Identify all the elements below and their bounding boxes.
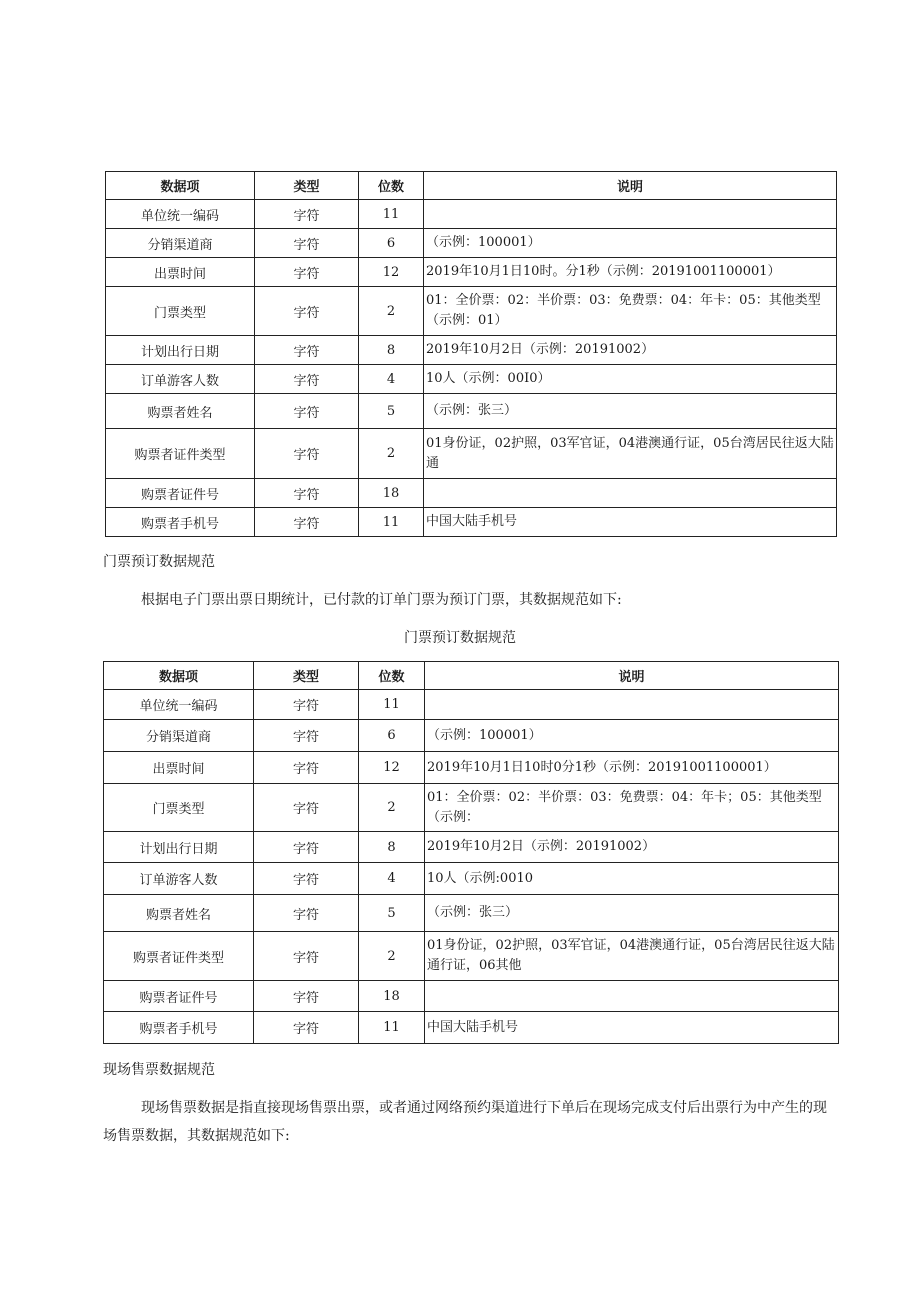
ticket-booking-spec-table: [103, 661, 839, 1044]
section-title: 现场售票数据规范: [103, 1062, 215, 1078]
table-row: [106, 258, 837, 287]
column-header: 位数: [359, 172, 424, 200]
cell-desc: 10人（示例:0010: [425, 863, 839, 895]
cell-type: 字符: [254, 981, 359, 1012]
cell-digits: 5: [359, 394, 424, 429]
table-row: [106, 394, 837, 429]
cell-desc: 10人（示例：00I0）: [424, 365, 837, 394]
cell-desc: [425, 981, 839, 1012]
table-row: [106, 429, 837, 479]
cell-item: 出票时间: [106, 258, 255, 287]
cell-item: 购票者证件号: [104, 981, 254, 1012]
table-header-row: [104, 662, 839, 690]
cell-digits: 12: [359, 258, 424, 287]
table-row: [106, 365, 837, 394]
cell-type: 字符: [255, 365, 359, 394]
cell-type: 字符: [254, 720, 359, 752]
cell-digits: 2: [359, 932, 425, 981]
cell-desc: 中国大陆手机号: [424, 508, 837, 537]
column-header: 类型: [255, 172, 359, 200]
cell-item: 购票者手机号: [106, 508, 255, 537]
column-header: 类型: [254, 662, 359, 690]
cell-type: 字符: [255, 287, 359, 336]
cell-item: 出票时间: [104, 752, 254, 784]
column-header: 数据项: [106, 172, 255, 200]
cell-desc: 01身份证，02护照，03军官证，04港澳通行证，05台湾居民往返大陆通行证，06其他: [425, 932, 839, 981]
cell-digits: 8: [359, 832, 425, 863]
cell-type: 字符: [254, 863, 359, 895]
table-row: [104, 932, 839, 981]
cell-desc: 01：全价票：02：半价票：03：免费票：04：年卡；05：其他类型（示例：: [425, 784, 839, 832]
cell-desc: （示例：张三）: [424, 394, 837, 429]
ticket-issue-spec-table: [105, 171, 837, 537]
cell-desc: [424, 429, 837, 479]
cell-type: 字符: [254, 932, 359, 981]
cell-digits: 18: [359, 981, 425, 1012]
table-row: [106, 200, 837, 229]
cell-digits: 6: [359, 720, 425, 752]
column-header: 说明: [425, 662, 839, 690]
cell-digits: 18: [359, 479, 424, 508]
cell-desc: 01：全价票：02：半价票：03：免费票：04：年卡：05：其他类型（示例：01）: [424, 287, 837, 336]
section-title: 门票预订数据规范: [103, 554, 215, 570]
cell-digits: 11: [359, 1012, 425, 1044]
table-row: [104, 690, 839, 720]
cell-item: 单位统一编码: [104, 690, 254, 720]
cell-item: 分销渠道商: [104, 720, 254, 752]
cell-item: 分销渠道商: [106, 229, 255, 258]
cell-type: 字符: [254, 832, 359, 863]
cell-type: 字符: [254, 895, 359, 932]
table-row: [104, 895, 839, 932]
cell-digits: 8: [359, 336, 424, 365]
cell-type: 字符: [254, 690, 359, 720]
cell-desc: [425, 690, 839, 720]
cell-item: 单位统一编码: [106, 200, 255, 229]
column-header: 位数: [359, 662, 425, 690]
table-caption: 门票预订数据规范: [404, 630, 516, 646]
table-row: [104, 720, 839, 752]
cell-digits: 2: [359, 784, 425, 832]
section-paragraph: 根据电子门票出票日期统计，已付款的订单门票为预订门票，其数据规范如下:: [141, 592, 622, 608]
table-row: [104, 1012, 839, 1044]
cell-desc: （示例：100001）: [424, 229, 837, 258]
cell-desc: （示例：张三）: [425, 895, 839, 932]
cell-type: 字符: [255, 394, 359, 429]
cell-type: 字符: [254, 752, 359, 784]
cell-item: 计划出行日期: [106, 336, 255, 365]
cell-item: 购票者姓名: [106, 394, 255, 429]
cell-item: 订单游客人数: [104, 863, 254, 895]
cell-type: 字符: [255, 229, 359, 258]
table-row: [104, 784, 839, 832]
cell-desc: 2019年10月1日10时0分1秒（示例：20191001100001）: [425, 752, 839, 784]
cell-digits: 4: [359, 863, 425, 895]
cell-digits: 2: [359, 287, 424, 336]
cell-digits: 11: [359, 200, 424, 229]
cell-desc: [424, 479, 837, 508]
cell-digits: 5: [359, 895, 425, 932]
section-paragraph: 现场售票数据是指直接现场售票出票，或者通过网络预约渠道进行下单后在现场完成支付后出票行为中产生的现场售票数据，其数据规范如下:: [103, 1100, 827, 1144]
table-row: [104, 752, 839, 784]
cell-digits: 11: [359, 508, 424, 537]
cell-item: 订单游客人数: [106, 365, 255, 394]
cell-digits: 6: [359, 229, 424, 258]
cell-type: 字符: [254, 784, 359, 832]
table-row: [106, 508, 837, 537]
table-row: [106, 287, 837, 336]
cell-item: 购票者证件类型: [106, 429, 255, 479]
cell-digits: 2: [359, 429, 424, 479]
table-row: [104, 981, 839, 1012]
cell-item: 购票者手机号: [104, 1012, 254, 1044]
cell-item: 门票类型: [104, 784, 254, 832]
cell-type: 字符: [255, 429, 359, 479]
cell-digits: 12: [359, 752, 425, 784]
cell-item: 购票者证件号: [106, 479, 255, 508]
cell-desc: 2019年10月2日（示例：20191002）: [425, 832, 839, 863]
cell-desc: 2019年10月2日（示例：20191002）: [424, 336, 837, 365]
cell-item: 购票者姓名: [104, 895, 254, 932]
cell-type: 字符: [255, 336, 359, 365]
cell-item: 计划出行日期: [104, 832, 254, 863]
column-header: 说明: [424, 172, 837, 200]
cell-digits: 4: [359, 365, 424, 394]
cell-type: 字符: [255, 508, 359, 537]
cell-type: 字符: [255, 200, 359, 229]
cell-type: 字符: [255, 479, 359, 508]
table-row: [106, 479, 837, 508]
cell-digits: 11: [359, 690, 425, 720]
table-header-row: [106, 172, 837, 200]
cell-type: 字符: [255, 258, 359, 287]
cell-desc: 2019年10月1日10时。分1秒（示例：20191001100001）: [424, 258, 837, 287]
table-row: [104, 832, 839, 863]
table-row: [104, 863, 839, 895]
table-row: [106, 229, 837, 258]
cell-desc: 中国大陆手机号: [425, 1012, 839, 1044]
cell-desc: （示例：100001）: [425, 720, 839, 752]
cell-item: 门票类型: [106, 287, 255, 336]
column-header: 数据项: [104, 662, 254, 690]
cell-desc-text: 01身份证，02护照，03军官证，04港澳通行证，05台湾居民往返大陆通: [426, 435, 834, 471]
cell-desc: [424, 200, 837, 229]
cell-type: 字符: [254, 1012, 359, 1044]
table-row: [106, 336, 837, 365]
cell-item: 购票者证件类型: [104, 932, 254, 981]
